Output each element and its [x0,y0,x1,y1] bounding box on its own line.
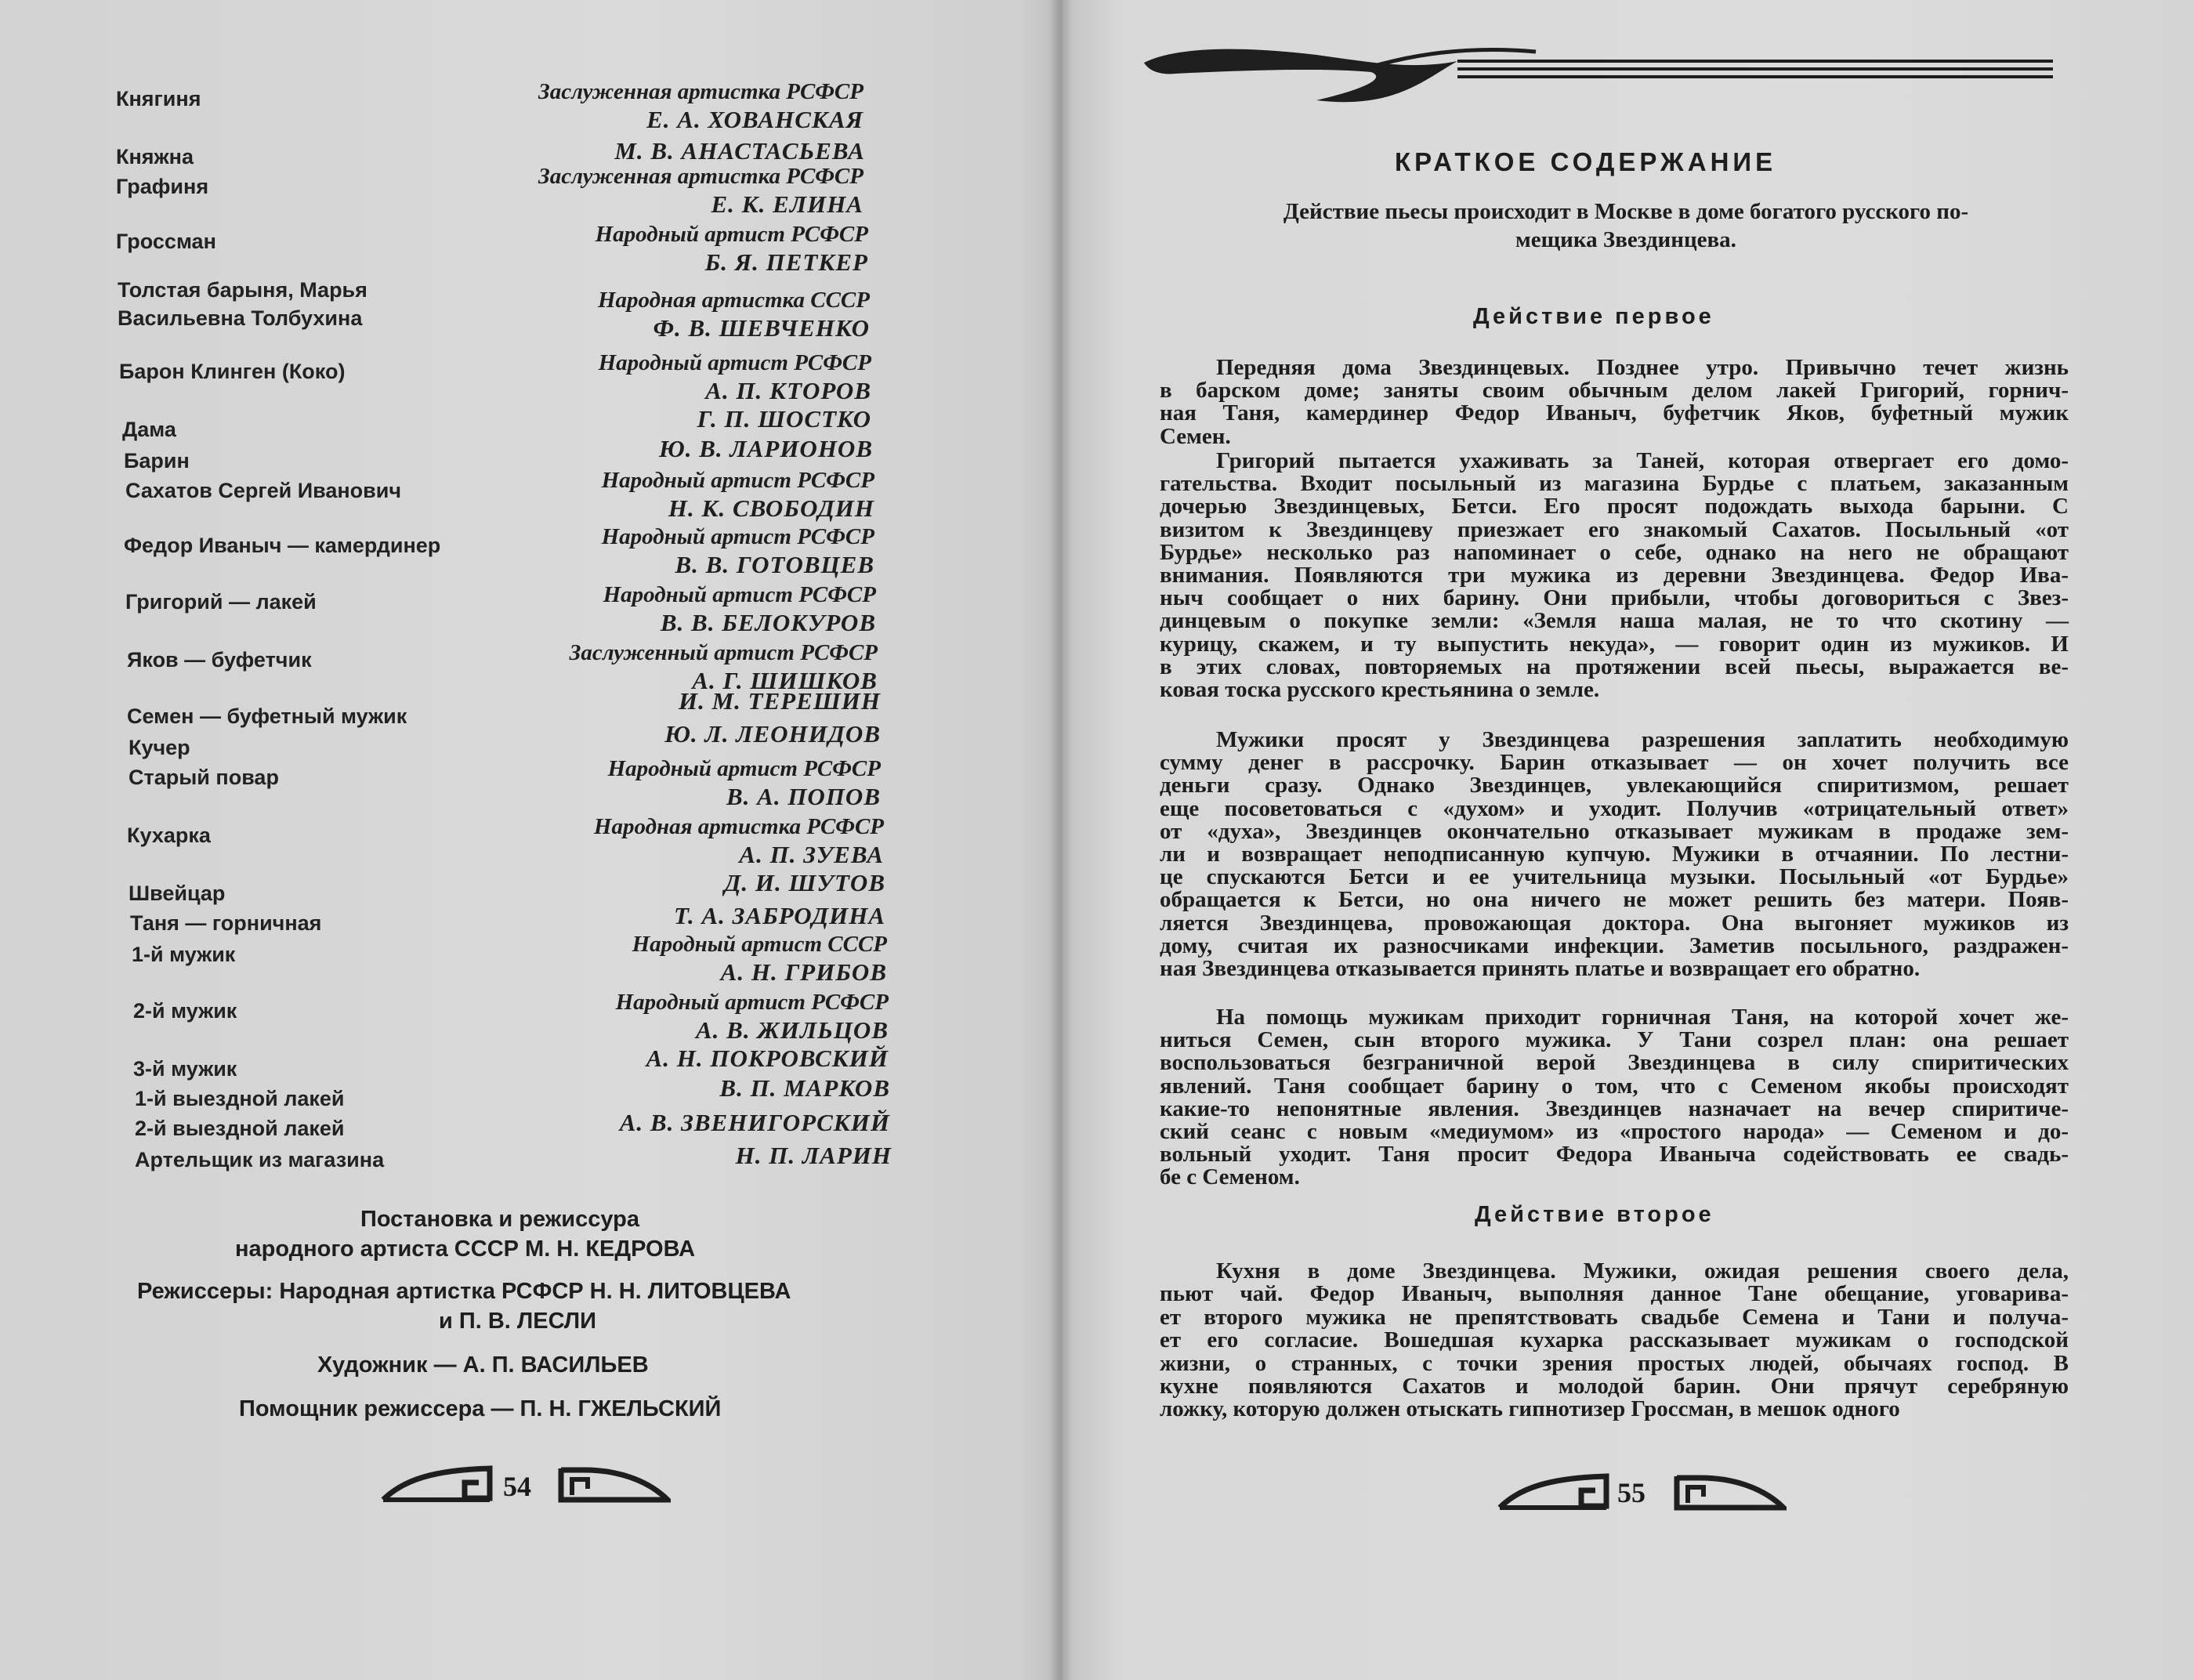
page-number-left: 54 [503,1471,531,1502]
paragraph-line: дочерью Звездинцевых, Бетси. Его просят подождать выхода барыни. С [1160,494,2069,520]
cast-role: Артельщик из магазина [135,1148,385,1171]
actor-name: В. А. ПОПОВ [726,783,881,810]
actor-honorific-title: Народный артист РСФСР [601,468,874,493]
actor-name: А. П. КТОРОВ [705,377,871,404]
cast-actor [659,434,873,464]
paragraph-line: Бурдье» несколько раз напоминает о себе, однако на него не обращают [1160,539,2069,565]
cast-role: Дама [122,418,176,441]
cast-role: Сахатов Сергей Иванович [125,479,402,502]
actor-name: М. В. АНАСТАСЬЕВА [614,137,865,165]
summary-paragraph [1160,1006,2069,1189]
actor-honorific-title: Народный артист РСФСР [615,990,889,1015]
actor-name: Ю. В. ЛАРИОНОВ [659,435,873,462]
actor-name: Ф. В. ШЕВЧЕНКО [653,314,870,342]
cast-role: Барин [124,449,190,472]
actor-honorific-title: Народный артист РСФСР [595,222,868,247]
actor-name: И. М. ТЕРЕШИН [678,687,881,715]
page-number-right: 55 [1617,1477,1646,1508]
footer-ornament-left-icon [1497,1472,1614,1514]
summary-title: КРАТКОЕ СОДЕРЖАНИЕ [1395,147,1777,176]
paragraph-line: визитом к Звездинцеву приезжает его знакомый Сахатов. Посыльный «от [1160,516,2069,542]
cast-role: Графиня [116,175,209,198]
actor-honorific-title: Народная артистка РСФСР [593,814,884,839]
cast-actor [596,221,868,277]
cast-actor [538,78,863,135]
actor-honorific-title: Народный артист РСФСР [607,756,881,781]
cast-role: Федор Иваныч — камердинер [124,534,441,557]
paragraph-line: ли и возвращает неподписанную купчую. Мужики в отчаянии. По лестни- [1160,842,2069,867]
cast-actor [602,467,874,523]
paragraph-line: ский сеанс с новым «медиумом» из «простого народа» — Семеном и до- [1160,1119,2069,1145]
actor-name: Н. К. СВОБОДИН [668,494,874,522]
header-swallow-ornament-icon [1128,24,2069,110]
actor-honorific-title: Заслуженная артистка РСФСР [538,79,863,104]
cast-role: Кухарка [127,824,211,847]
cast-role: Толстая барыня, Марья Васильевна Толбухина [118,278,367,330]
paragraph-line: пьют чай. Федор Иваныч, выполняя данное Тане обещание, уговарива- [1160,1281,2069,1307]
actor-name: Г. П. ШОСТКО [697,405,871,433]
paragraph-line: динцевым о покупке земли: «Земля наша малая, не то что скотину — [1160,608,2069,634]
credit-direction-line2: народного артиста СССР М. Н. КЕДРОВА [235,1236,696,1262]
actor-name: Е. А. ХОВАНСКАЯ [646,106,863,133]
cast-role: Кучер [129,736,190,759]
cast-role: Семен — буфетный мужик [127,704,407,728]
actor-name: Д. И. ШУТОВ [724,869,885,896]
paragraph-line: Кухня в доме Звездинцева. Мужики, ожидая решения своего дела, [1216,1258,2069,1284]
actor-honorific-title: Народный артист СССР [632,932,887,957]
cast-actor [599,349,871,406]
actor-honorific-title: Заслуженный артист РСФСР [569,640,878,665]
paragraph-line: ная Звездинцева отказывается принять платье и возвращает его обратно. [1160,956,1921,982]
paragraph-line: Семен. [1160,423,1231,449]
paragraph-line: деньги сразу. Однако Звездинцев, увлекающийся спиритизмом, решает [1160,773,2069,798]
paragraph-line: в барском доме; заняты своим обычным делом лакей Григорий, горнич- [1160,378,2069,404]
cast-actor [608,755,881,812]
paragraph-line: Передняя дома Звездинцевых. Позднее утро. Привычно течет жизнь [1216,355,2069,380]
credit-assistant-director: Помощник режиссера — П. Н. ГЖЕЛЬСКИЙ [239,1396,722,1421]
paragraph-line: кухне появляются Сахатов и молодой барин. Они прячут серебряную [1160,1374,2069,1399]
paragraph-line: Мужики просят у Звездинцева разрешения заплатить необходимую [1216,727,2069,752]
paragraph-line: какие-то непонятные явления. Звездинцев назначает на вечер спиритиче- [1160,1095,2069,1121]
actor-name: А. Г. ШИШКОВ [692,667,878,694]
paragraph-line: внимания. Появляются три мужика из деревни Звездинцева. Федор Ива- [1160,563,2069,588]
credit-direction-line1: Постановка и режиссура [360,1207,639,1232]
paragraph-line: ляется Звездинцева, провожающая доктора. Она выгоняет мужиков из [1160,910,2069,936]
cast-role: 3-й мужик [133,1057,237,1081]
paragraph-line: обращается к Бетси, но она ничего не может решить без матери. Появ- [1160,887,2069,913]
actor-honorific-title: Народный артист РСФСР [603,582,876,607]
actor-name: Т. А. ЗАБРОДИНА [673,902,885,929]
cast-role: Швейцар [129,882,226,905]
paragraph-line: ет его согласие. Вошедшая кухарка рассказывает мужикам о господской [1160,1327,2069,1353]
paragraph-line: в этих словах, повторяемых на протяжении всей пьесы, выражается ве- [1160,654,2069,679]
paragraph-line: ложку, которую должен отыскать гипнотизер Гроссман, в мешок одного [1160,1396,1900,1422]
cast-role: Княжна [116,145,194,168]
paragraph-line: гательства. Входит посыльный из магазина Бурдье с платьем, заказанным [1160,471,2069,497]
credit-artist: Художник — А. П. ВАСИЛЬЕВ [317,1352,649,1378]
cast-role: Яков — буфетчик [127,648,312,672]
cast-actor [614,136,865,166]
actor-name: А. Н. ПОКРОВСКИЙ [646,1045,889,1072]
paragraph-line: це спускаются Бетси и ее учительница музыки. Посыльный «от Бурдье» [1160,864,2069,890]
cast-actor [538,163,863,219]
cast-actor [697,404,871,434]
footer-ornament-right-icon [553,1464,671,1506]
cast-actor [679,686,881,716]
footer-ornament-left-icon [380,1464,498,1506]
cast-actor [632,931,887,987]
intro-line: мещика Звездинцева. [1515,227,1736,252]
paragraph-line: Григорий пытается ухаживать за Таней, которая отвергает его домо- [1216,448,2069,473]
summary-intro [1175,197,2076,254]
actor-name: Н. П. ЛАРИН [735,1142,892,1169]
actor-honorific-title: Народный артист РСФСР [598,350,871,375]
actor-name: А. В. ЖИЛЬЦОВ [695,1016,889,1044]
paragraph-line: сумму денег в рассрочку. Барин отказывает — он хочет получить все [1160,750,2069,776]
cast-actor [603,581,876,638]
actor-honorific-title: Заслуженная артистка РСФСР [538,164,863,189]
cast-actor [602,523,874,580]
actor-honorific-title: Народная артистка СССР [597,288,870,313]
paragraph-line: На помощь мужикам приходит горничная Таня, на которой хочет же- [1216,1005,2069,1030]
paragraph-line: ная Таня, камердинер Федор Иваныч, буфетчик Яков, буфетный мужик [1160,400,2069,426]
actor-name: Ю. Л. ЛЕОНИДОВ [664,720,881,748]
cast-role: 2-й выездной лакей [135,1117,345,1140]
summary-paragraph [1160,729,2069,980]
paragraph-line: жизни, о странных, с точки зрения простых людей, обычаях господ. В [1160,1350,2069,1376]
cast-actor [620,1108,890,1138]
summary-paragraph [1160,357,2069,448]
cast-actor [594,813,884,870]
actor-name: А. Н. ГРИБОВ [720,958,887,986]
summary-paragraph [1160,450,2069,701]
paragraph-line: ковая тоска русского крестьянина о земле. [1160,677,1600,703]
cast-role: Старый повар [129,766,279,789]
act2-title: Действие второе [1475,1202,1714,1227]
actor-honorific-title: Народный артист РСФСР [601,524,874,549]
cast-role: Барон Клинген (Коко) [119,360,346,383]
cast-actor [664,719,881,749]
actor-name: А. П. ЗУЕВА [739,841,884,868]
credit-directors-line1: Режиссеры: Народная артистка РСФСР Н. Н. ЛИТОВЦЕВА [137,1279,791,1304]
cast-actor [674,901,885,931]
paragraph-line: ныч сообщает о них барину. Они прибыли, чтобы договориться с Звез- [1160,585,2069,611]
cast-role: Княгиня [116,87,201,110]
actor-name: А. В. ЗВЕНИГОРСКИЙ [619,1109,890,1136]
paragraph-line: бе с Семеном. [1160,1164,1300,1190]
actor-name: В. П. МАРКОВ [719,1074,890,1102]
cast-list [0,0,1063,1175]
cast-actor [736,1141,892,1171]
paragraph-line: ет второго мужика не препятствовать свадьбе Семена и Тани и получа- [1160,1304,2069,1330]
footer-ornament-right-icon [1669,1472,1787,1514]
cast-role: Таня — горничная [130,911,322,935]
cast-actor [598,287,870,343]
actor-name: В. В. БЕЛОКУРОВ [660,609,876,636]
cast-actor [719,1074,890,1103]
cast-role: Гроссман [116,230,216,253]
paragraph-line: от «духа», Звездинцев окончательно отказывает мужикам в продаже зем- [1160,818,2069,844]
cast-actor [616,989,889,1045]
paragraph-line: ниться Семен, сын второго мужика. У Тани созрел план: она решает [1160,1027,2069,1053]
cast-actor [724,868,885,898]
cast-role: 1-й мужик [132,943,236,966]
cast-role: 2-й мужик [133,999,237,1023]
paragraph-line: явлений. Таня сообщает барину о том, что с Семеном якобы происходят [1160,1073,2069,1099]
summary-paragraph [1160,1260,2069,1421]
actor-name: Е. К. ЕЛИНА [711,190,863,218]
paragraph-line: воспользоваться безграничной верой Звездинцева в силу спиритических [1160,1050,2069,1076]
cast-actor [646,1044,889,1074]
paragraph-line: еще посоветоваться с «духом» и уходит. Получив «отрицательный ответ» [1160,795,2069,821]
cast-role: Григорий — лакей [125,590,317,614]
paragraph-line: дому, считая их разносчиками инфекции. Заметив посыльного, раздражен- [1160,932,2069,958]
credit-directors-line2: и П. В. ЛЕСЛИ [439,1309,597,1334]
intro-line: Действие пьесы происходит в Москве в доме богатого русского по- [1283,199,1969,224]
actor-name: Б. Я. ПЕТКЕР [704,248,868,276]
paragraph-line: вольный уходит. Таня просит Федора Иваныча содействовать ее свадь- [1160,1142,2069,1168]
cast-role: 1-й выездной лакей [135,1087,345,1110]
act1-title: Действие первое [1473,304,1714,329]
paragraph-line: курицу, скажем, и ту выпустить некуда», — говорит один из мужиков. И [1160,631,2069,657]
actor-name: В. В. ГОТОВЦЕВ [675,551,874,578]
